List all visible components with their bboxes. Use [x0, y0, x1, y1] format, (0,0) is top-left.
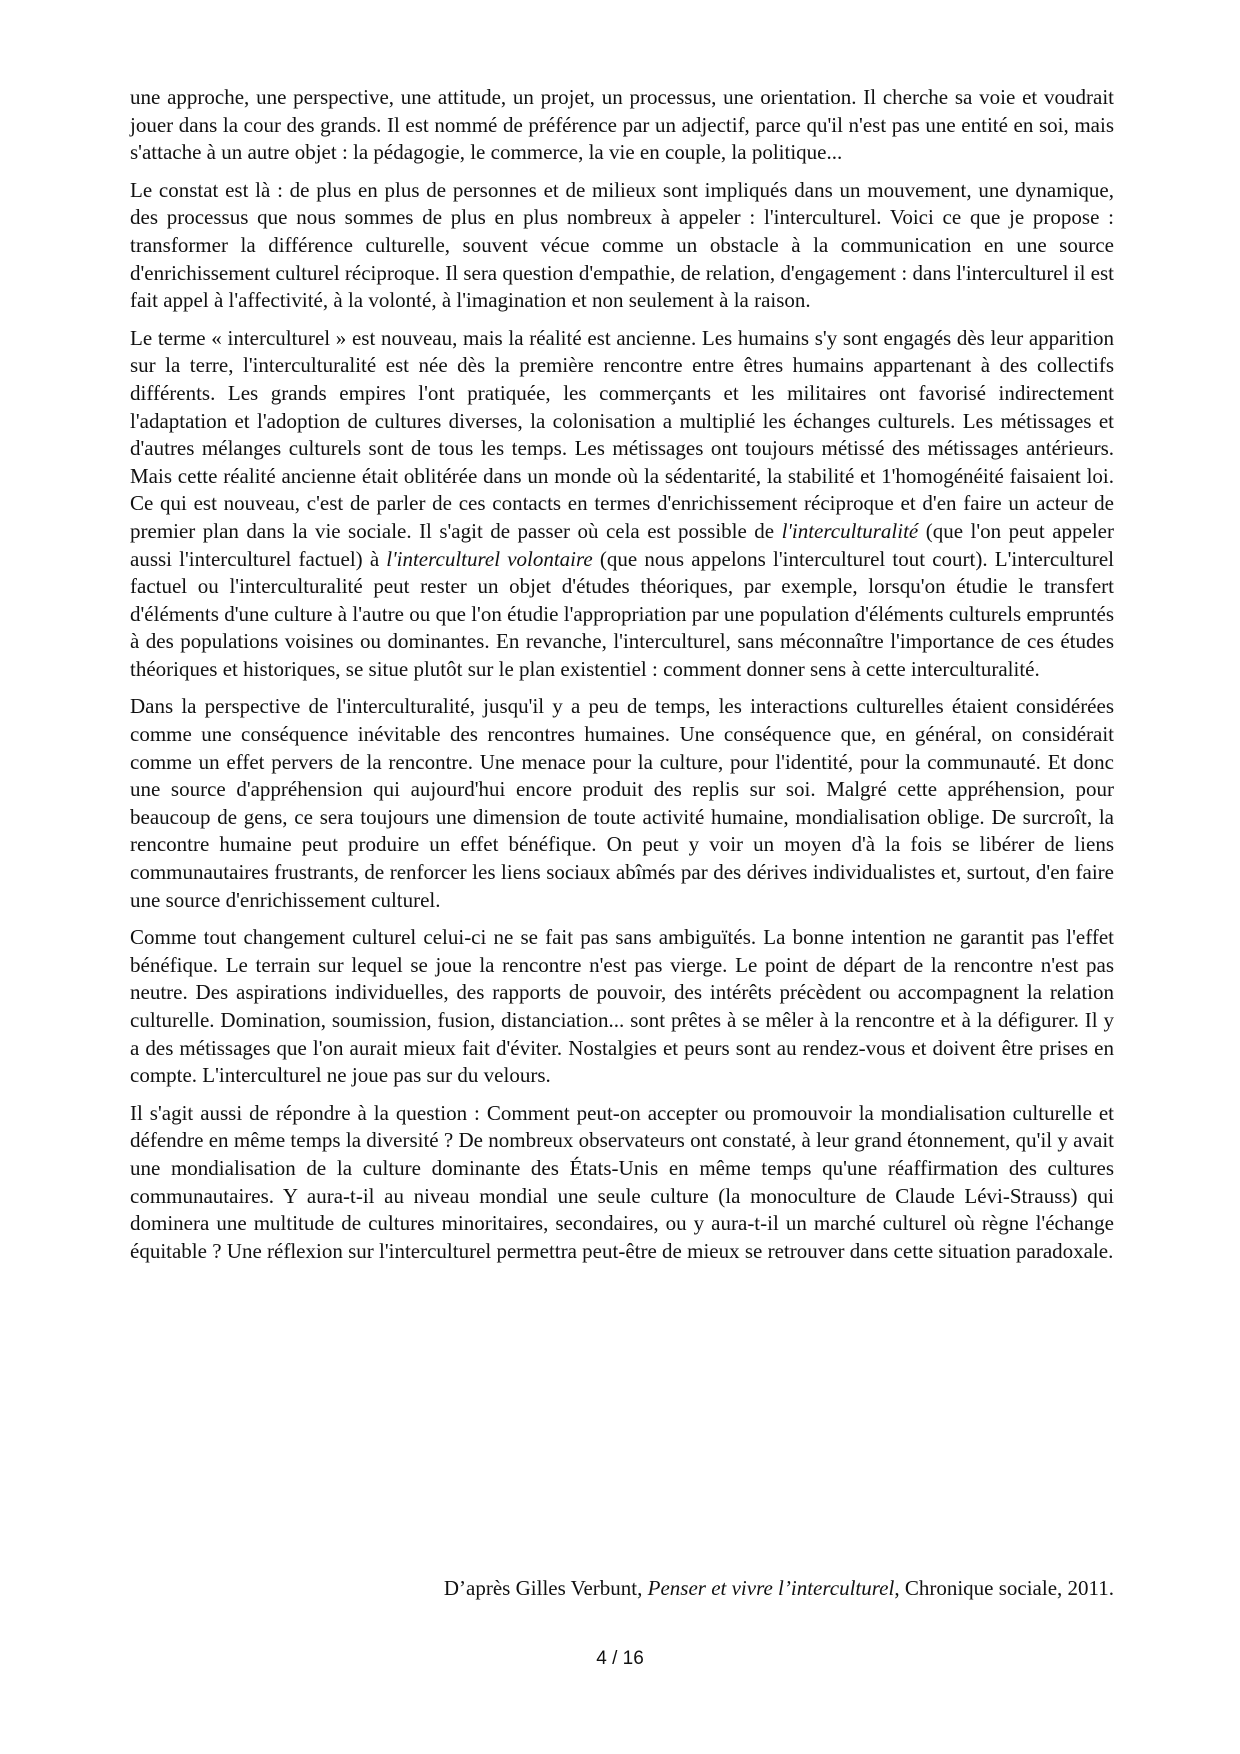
page-number: 4 / 16: [596, 1648, 644, 1669]
citation-book-title: Penser et vivre l’interculturel: [647, 1576, 895, 1600]
paragraph: [130, 177, 1114, 315]
document-body: [130, 84, 1114, 1275]
paragraph-text: Il s'agit aussi de répondre à la question : Comment peut-on accepter ou promouvoir la mondialisation culturelle et défendre en même temps la diversité ? De nombreux observateurs ont constaté, à leur grand étonnement, qu'il y avait une mondialisation de la culture dominante des États-Unis en même temps qu'une réaffirmation des cultures communautaires. Y aura-t-il au niveau mondial une seule culture (la monoculture de Claude Lévi-Strauss) qui dominera une multitude de cultures minoritaires, secondaires, ou y aura-t-il un marché culturel où règne l'échange équitable ? Une réflexion sur l'interculturel permettra peut-être de mieux se retrouver dans cette situation paradoxale.: [130, 1100, 1114, 1263]
citation-prefix: D’après Gilles Verbunt,: [443, 1576, 648, 1600]
paragraph-text: (que l'on peut appeler aussi l'interculturel factuel) à: [130, 518, 1114, 571]
paragraph-text: Le constat est là : de plus en plus de personnes et de milieux sont impliqués dans un mouvement, une dynamique, des processus que nous sommes de plus en plus nombreux à appeler : l'interculturel. Voici ce que je propose : transformer la différence culturelle, souvent vécue comme un obstacle à la communication en une source d'enrichissement culturel réciproque. Il sera question d'empathie, de relation, d'engagement : dans l'interculturel il est fait appel à l'affectivité, à la volonté, à l'imagination et non seulement à la raison.: [130, 177, 1114, 313]
paragraph-text: Comme tout changement culturel celui-ci ne se fait pas sans ambiguïtés. La bonne intention ne garantit pas l'effet bénéfique. Le terrain sur lequel se joue la rencontre n'est pas vierge. Le point de départ de la rencontre n'est pas neutre. Des aspirations individuelles, des rapports de pouvoir, des intérêts précèdent ou accompagnent la relation culturelle. Domination, soumission, fusion, distanciation... sont prêtes à se mêler à la rencontre et à la défigurer. Il y a des métissages que l'on aurait mieux fait d'éviter. Nostalgies et peurs sont au rendez-vous et doivent être prises en compte. L'interculturel ne joue pas sur du velours.: [130, 925, 1114, 1088]
paragraph: [130, 1100, 1114, 1266]
paragraph-text: (que nous appelons l'interculturel tout court). L'interculturel factuel ou l'interculturalité peut rester un objet d'études théoriques, par exemple, lorsqu'on étudie le transfert d'éléments d'une culture à l'autre ou que l'on étudie l'appropriation par une population d'éléments culturels empruntés à des populations voisines ou dominantes. En revanche, l'interculturel, sans méconnaître l'importance de ces études théoriques et historiques, se situe plutôt sur le plan existentiel : comment donner sens à cette interculturalité.: [130, 546, 1114, 681]
citation-suffix: , Chronique sociale, 2011.: [894, 1576, 1114, 1600]
italic-term: l'interculturalité: [781, 518, 919, 543]
source-citation: [444, 1574, 1114, 1602]
italic-term: l'interculturel volontaire: [386, 546, 593, 571]
paragraph: [130, 325, 1114, 684]
paragraph-text: une approche, une perspective, une attitude, un projet, un processus, une orientation. Il cherche sa voie et voudrait jouer dans la cour des grands. Il est nommé de préférence par un adjectif, parce qu'il n'est pas une entité en soi, mais s'attache à un autre objet : la pédagogie, le commerce, la vie en couple, la politique...: [130, 85, 1114, 165]
paragraph: [130, 693, 1114, 914]
paragraph-text: Dans la perspective de l'interculturalité, jusqu'il y a peu de temps, les interactions culturelles étaient considérées comme une conséquence inévitable des rencontres humaines. Une conséquence que, en général, on considérait comme un effet pervers de la rencontre. Une menace pour la culture, pour l'identité, pour la communauté. Et donc une source d'appréhension qui aujourd'hui encore produit des replis sur soi. Malgré cette appréhension, pour beaucoup de gens, ce sera toujours une dimension de toute activité humaine, mondialisation oblige. De surcroît, la rencontre humaine peut produire un effet bénéfique. On peut y voir un moyen d'à la fois se libérer de liens communautaires frustrants, de renforcer les liens sociaux abîmés par des dérives individualistes et, surtout, d'en faire une source d'enrichissement culturel.: [130, 694, 1114, 912]
paragraph-text: Le terme « interculturel » est nouveau, mais la réalité est ancienne. Les humains s'y sont engagés dès leur apparition sur la terre, l'interculturalité est née dès la première rencontre entre êtres humains appartenant à des collectifs différents. Les grands empires l'ont pratiquée, les commerçants et les militaires ont favorisé indirectement l'adaptation et l'adoption de cultures diverses, la colonisation a multiplié les échanges culturels. Les métissages et d'autres mélanges culturels sont de tous les temps. Les métissages ont toujours métissé des métissages antérieurs. Mais cette réalité ancienne était oblitérée dans un monde où la sédentarité, la stabilité et 1'homogénéité faisaient loi. Ce qui est nouveau, c'est de parler de ces contacts en termes d'enrichissement réciproque et d'en faire un acteur de premier plan dans la vie sociale. Il s'agit de passer où cela est possible de: [130, 325, 1114, 543]
paragraph: [130, 924, 1114, 1090]
paragraph: [130, 84, 1114, 167]
